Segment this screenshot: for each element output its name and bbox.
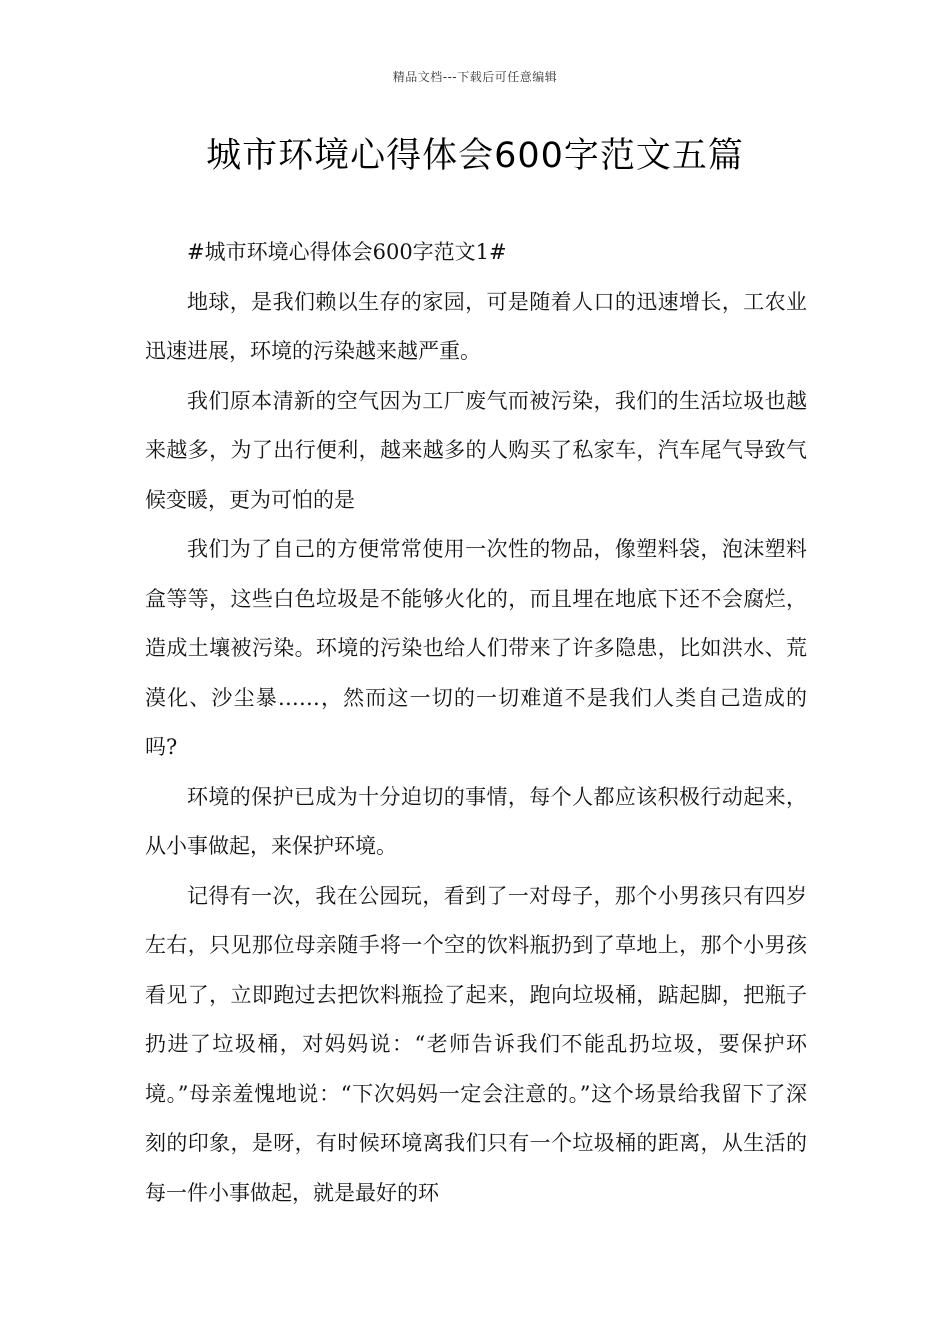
- section-heading: #城市环境心得体会600字范文1#: [187, 240, 507, 264]
- paragraph-2: 我们原本清新的空气因为工厂废气而被污染，我们的生活垃圾也越来越多，为了出行便利，越来越多的人购买了私家车，汽车尾气导致气候变暖，更为可怕的是: [145, 388, 807, 512]
- paragraph-1: 地球，是我们赖以生存的家园，可是随着人口的迅速增长，工农业迅速进展，环境的污染越来越严重。: [145, 289, 807, 363]
- paragraph-3: 我们为了自己的方便常常使用一次性的物品，像塑料袋，泡沫塑料盒等等，这些白色垃圾是不能够火化的，而且埋在地底下还不会腐烂，造成土壤被污染。环境的污染也给人们带来了许多隐患，比如洪水、荒漠化、沙尘暴……，然而这一切的一切难道不是我们人类自己造成的吗?: [145, 537, 807, 759]
- header-note: 精品文档---下载后可任意编辑: [392, 70, 558, 84]
- paragraph-5: 记得有一次，我在公园玩，看到了一对母子，那个小男孩只有四岁左右，只见那位母亲随手将一个空的饮料瓶扔到了草地上，那个小男孩看见了，立即跑过去把饮料瓶捡了起来，跑向垃圾桶，踮起脚，把瓶子扔进了垃圾桶，对妈妈说：“老师告诉我们不能乱扔垃圾，要保护环境。”母亲羞愧地说：“下次妈妈一定会注意的。”这个场景给我留下了深刻的印象，是呀，有时候环境离我们只有一个垃圾桶的距离，从生活的每一件小事做起，就是最好的环: [145, 883, 807, 1205]
- document-body: [145, 228, 807, 1218]
- paragraph-4: 环境的保护已成为十分迫切的事情，每个人都应该积极行动起来，从小事做起，来保护环境。: [145, 784, 807, 858]
- document-title: 城市环境心得体会600字范文五篇: [206, 136, 744, 176]
